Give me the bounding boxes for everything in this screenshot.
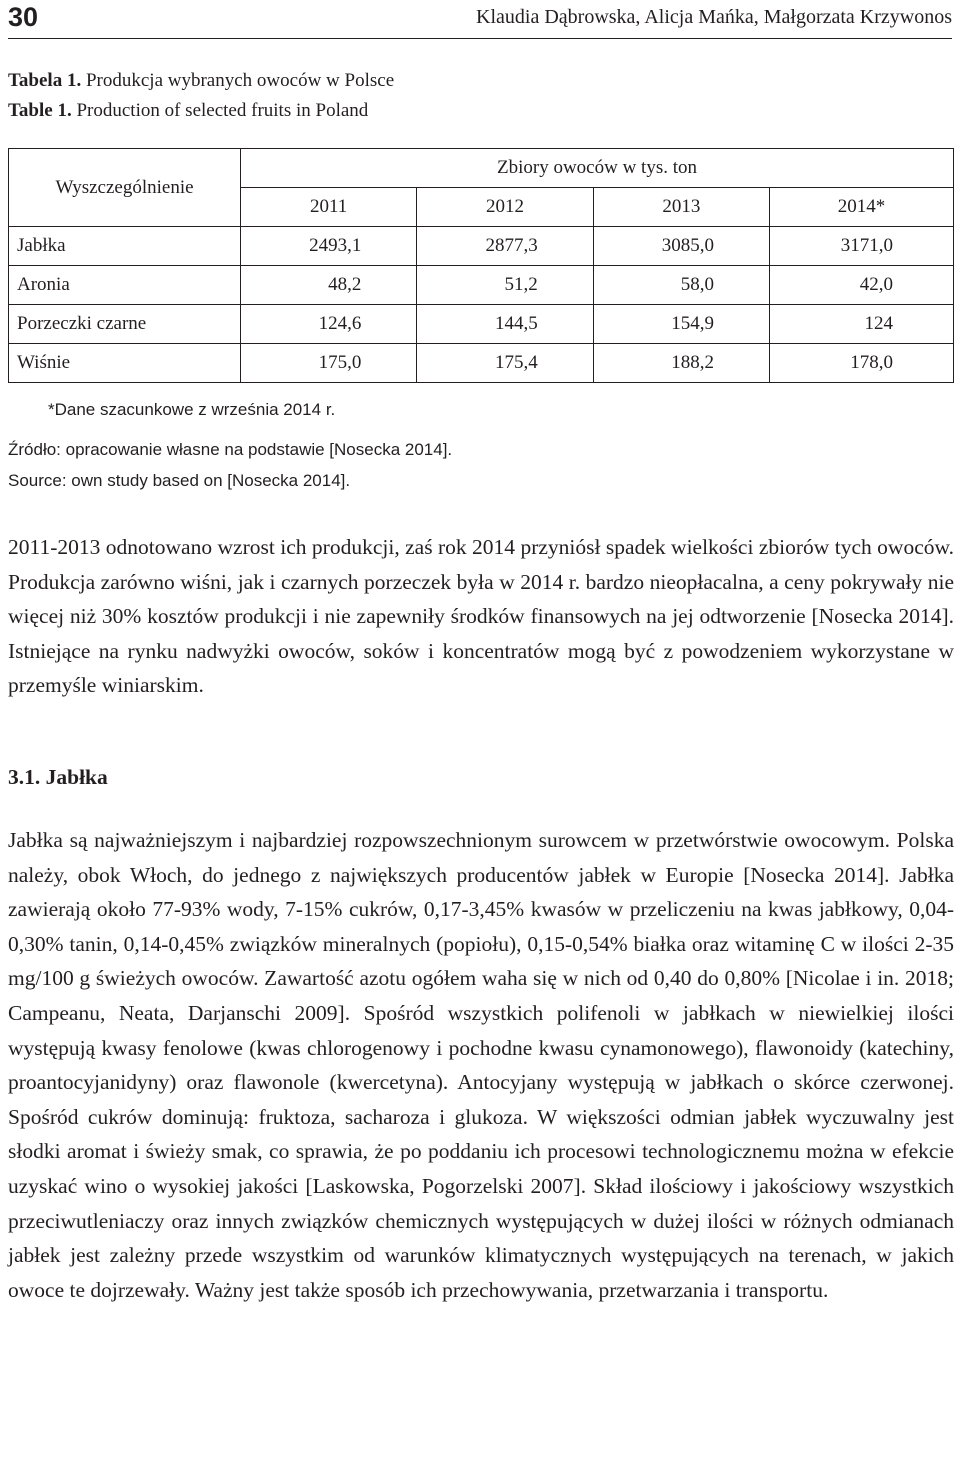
table-cell: 3085,0 xyxy=(593,227,769,266)
table-cell: 42,0 xyxy=(770,266,954,305)
table-row xyxy=(9,305,954,344)
table-caption-en-label: Table 1. xyxy=(8,100,72,121)
table-cell: 124 xyxy=(770,305,954,344)
year-header: 2014* xyxy=(770,188,954,227)
table-cell: 154,9 xyxy=(593,305,769,344)
year-header: 2011 xyxy=(241,188,417,227)
table-cell: 178,0 xyxy=(770,344,954,383)
table-source-en: Source: own study based on [Nosecka 2014]. xyxy=(8,471,351,490)
section-heading: 3.1. Jabłka xyxy=(8,765,108,789)
fruit-production-table xyxy=(8,148,954,383)
table-cell: 58,0 xyxy=(593,266,769,305)
table-row xyxy=(9,227,954,266)
table-caption-en-text: Production of selected fruits in Poland xyxy=(76,100,369,121)
page-number: 30 xyxy=(8,2,39,32)
table-cell: 51,2 xyxy=(417,266,593,305)
row-label: Aronia xyxy=(9,266,241,305)
running-head-authors: Klaudia Dąbrowska, Alicja Mańka, Małgorzata Krzywonos xyxy=(476,6,952,28)
table-row xyxy=(9,344,954,383)
running-header xyxy=(0,0,960,40)
year-header: 2012 xyxy=(417,188,593,227)
row-label: Wiśnie xyxy=(9,344,241,383)
table-cell: 2493,1 xyxy=(241,227,417,266)
body-paragraph: Jabłka są najważniejszym i najbardziej rozpowszechnionym surowcem w przetwórstwie owocowym. Polska należy, obok Włoch, do jednego z największych producentów jabłek w Europie [Nosecka 2014]. Jabłka zawierają około 77-93% wody, 7-15% cukrów, 0,17-3,45% kwasów w przeliczeniu na kwas jabłkowy, 0,04-0,30% tanin, 0,14-0,45% związków mineralnych (popiołu), 0,15-0,54% białka oraz witaminę C w ilości 2-35 mg/100 g świeżych owoców. Zawartość azotu ogółem waha się w nich od 0,40 do 0,80% [Nicolae i in. 2018; Campeanu, Neata, Darjanschi 2009]. Spośród wszystkich polifenoli w jabłkach w niewielkiej ilości występują kwasy fenolowe (kwas chlorogenowy i pochodne kwasu cynamonowego), flawonoidy (katechiny, proantocyjanidyny) oraz flawonole (kwercetyna). Antocyjany występują w jabłkach o skórce czerwonej. Spośród cukrów dominują: fruktoza, sacharoza i glukoza. W większości odmian jabłek wyczuwalny jest słodki aromat i świeży smak, co sprawia, że po poddaniu ich procesowi technologicznemu można w efekcie uzyskać wino o wysokiej jakości [Laskowska, Pogorzelski 2007]. Skład ilościowy i jakościowy wszystkich przeciwutleniaczy oraz innych związków chemicznych występujących w dużej ilości w różnych odmianach jabłek jest zależny przede wszystkim od warunków klimatycznych występujących na terenach, w jakich owoce te dojrzewały. Ważny jest także sposób ich przechowywania, przetwarzania i transportu. xyxy=(8,828,954,1302)
table-cell: 175,4 xyxy=(417,344,593,383)
row-label: Jabłka xyxy=(9,227,241,266)
table-caption-pl-text: Produkcja wybranych owoców w Polsce xyxy=(85,70,395,91)
table-cell: 144,5 xyxy=(417,305,593,344)
spec-header: Wyszczególnienie xyxy=(9,149,241,227)
table-cell: 124,6 xyxy=(241,305,417,344)
table-caption-pl-label: Tabela 1. xyxy=(8,70,82,91)
table-caption-pl xyxy=(8,70,394,92)
table-cell: 2877,3 xyxy=(417,227,593,266)
table-cell: 175,0 xyxy=(241,344,417,383)
table-cell: 48,2 xyxy=(241,266,417,305)
table-cell: 188,2 xyxy=(593,344,769,383)
table-source-pl: Źródło: opracowanie własne na podstawie [Nosecka 2014]. xyxy=(8,440,453,459)
table-caption-en xyxy=(8,100,368,122)
group-header: Zbiory owoców w tys. ton xyxy=(241,149,954,188)
table-cell: 3171,0 xyxy=(770,227,954,266)
header-rule xyxy=(8,38,952,39)
body-paragraph: 2011-2013 odnotowano wzrost ich produkcji, zaś rok 2014 przyniósł spadek wielkości zbiorów tych owoców. Produkcja zarówno wiśni, jak i czarnych porzeczek była w 2014 r. bardzo nieopłacalna, a ceny pokrywały nie więcej niż 30% kosztów produkcji i nie zapewniły środków finansowych na jej odtworzenie [Nosecka 2014]. Istniejące na rynku nadwyżki owoców, soków i koncentratów mogą być z powodzeniem wykorzystane w przemyśle winiarskim. xyxy=(8,535,954,698)
year-header: 2013 xyxy=(593,188,769,227)
table-footnote: *Dane szacunkowe z września 2014 r. xyxy=(48,400,336,419)
row-label: Porzeczki czarne xyxy=(9,305,241,344)
table-row xyxy=(9,266,954,305)
table-header-row xyxy=(9,149,954,188)
